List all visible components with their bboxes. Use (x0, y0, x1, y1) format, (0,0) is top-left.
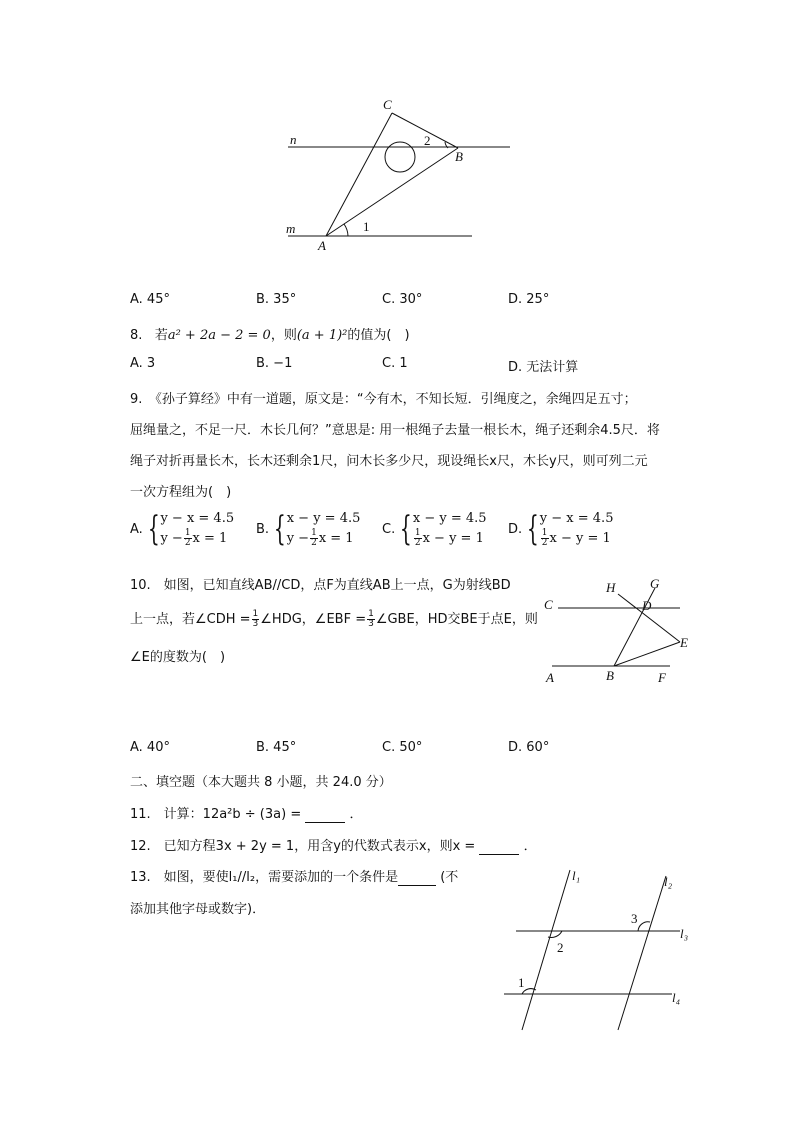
line-label-l3: l₃ (680, 926, 689, 941)
q8-expression: (a + 1)² (296, 328, 348, 343)
brace-icon: { (147, 509, 160, 549)
q9-option-b-label: B. (256, 521, 270, 537)
q12-stem: 12. 已知方程3x + 2y = 1，用含y的代数式表示x，则x = ． (130, 839, 537, 854)
brace-icon: { (400, 509, 412, 549)
line-label-l2: l₂ (664, 874, 673, 889)
q9-line-3: 绳子对折再量长木，长木还剩余1尺，问木长多少尺，现设绳长x尺，木长y尺，则可列二元 (130, 454, 648, 469)
q8-number: 8. (130, 328, 143, 343)
q9-option-c (382, 509, 487, 549)
q7-option-d: D. 25° (508, 292, 550, 307)
q7-option-a: A. 45° (130, 292, 170, 307)
angle-label-2: 2 (424, 133, 431, 148)
answer-blank[interactable] (479, 839, 519, 855)
section-heading-fill-blank: 二、填空题（本大题共 8 小题，共 24.0 分） (130, 775, 392, 790)
q9-option-a-row-1: y − x = 4.5 (160, 511, 235, 526)
q9-line-4: 一次方程组为( ) (130, 485, 232, 500)
q11-stem: 11. 计算：12a²b ÷ (3a) = ． (130, 807, 363, 822)
q9-option-d (508, 509, 613, 549)
q10-line-2: 上一点，若∠CDH = $\frac{1}{3}$ ∠HDG，∠EBF = $\frac{1}{3}$ ∠GBE，HD交BE于点E，则 (130, 609, 538, 629)
q9-option-d-row-2: $\frac{1}{2}$ x − y = 1 (541, 528, 611, 548)
point-label-b: B (455, 149, 463, 164)
q10-option-a: A. 40° (130, 740, 170, 755)
point-label-a: A (546, 670, 554, 685)
q9-line-2: 屈绳量之，不足一尺．木长几何？”意思是: 用一根绳子去量一根长木，绳子还剩余4.5尺．将 (130, 423, 660, 438)
q10-line-3: ∠E的度数为( ) (130, 650, 226, 665)
q8-option-b: B. −1 (256, 356, 293, 371)
point-label-a: A (318, 238, 326, 253)
angle-label-2: 2 (557, 940, 564, 955)
point-label-h: H (606, 580, 616, 595)
q9-option-b (256, 509, 360, 549)
q7-option-c: C. 30° (382, 292, 423, 307)
answer-blank[interactable] (398, 870, 436, 886)
q9-option-c-row-1: x − y = 4.5 (412, 511, 487, 526)
q9-option-d-row-1: y − x = 4.5 (539, 511, 614, 526)
answer-blank[interactable] (305, 807, 345, 823)
q8-option-c: C. 1 (382, 356, 408, 371)
q10-line-1: 10. 如图，已知直线AB//CD，点F为直线AB上一点，G为射线BD (130, 578, 511, 593)
q8-stem (130, 324, 410, 343)
angle-label-3: 3 (631, 911, 638, 926)
figure-q7-triangle (270, 90, 530, 260)
point-label-c: C (544, 597, 553, 612)
q9-option-b-row-2: y − $\frac{1}{2}$ x = 1 (286, 528, 354, 548)
q8-equation: a² + 2a − 2 = 0 (167, 328, 271, 343)
q13-line-1: 13. 如图，要使l₁//l₂，需要添加的一个条件是 (不 (130, 870, 459, 885)
q8-option-a: A. 3 (130, 356, 156, 371)
q10-option-d: D. 60° (508, 740, 550, 755)
line-label-n: n (290, 132, 297, 147)
brace-icon: { (527, 509, 539, 549)
figure-q13 (500, 862, 700, 1037)
q9-option-c-label: C. (382, 521, 396, 537)
point-label-b: B (606, 668, 614, 683)
line-label-m: m (286, 221, 296, 236)
q9-option-d-label: D. (508, 521, 523, 537)
q8-option-d: D. 无法计算 (508, 360, 579, 375)
q9-line-1: 9. 《孙子算经》中有一道题，原文是：“今有木，不知长短．引绳度之，余绳四足五寸； (130, 392, 637, 407)
line-label-l1: l₁ (572, 868, 581, 883)
angle-label-1: 1 (363, 219, 370, 234)
q8-text-a: 若 (154, 328, 168, 343)
line-label-l4: l₄ (672, 990, 681, 1005)
point-label-f: F (658, 670, 666, 685)
point-label-g: G (650, 576, 660, 591)
q7-option-b: B. 35° (256, 292, 297, 307)
brace-icon: { (273, 509, 286, 549)
q9-option-b-row-1: x − y = 4.5 (286, 511, 361, 526)
q8-text-c: 的值为( ) (347, 328, 410, 343)
q9-option-a-row-2: y − $\frac{1}{2}$ x = 1 (160, 528, 228, 548)
q8-text-b: ，则 (270, 328, 297, 343)
point-label-d: D (642, 598, 652, 613)
q10-option-c: C. 50° (382, 740, 423, 755)
point-label-e: E (680, 635, 688, 650)
figure-q10 (540, 572, 690, 692)
point-label-c: C (383, 97, 392, 112)
q10-option-b: B. 45° (256, 740, 297, 755)
q9-option-a-label: A. (130, 521, 143, 537)
q13-line-2: 添加其他字母或数字)． (130, 902, 266, 917)
q9-option-c-row-2: $\frac{1}{2}$ x − y = 1 (414, 528, 484, 548)
q9-option-a (130, 509, 234, 549)
angle-label-1: 1 (518, 975, 525, 990)
